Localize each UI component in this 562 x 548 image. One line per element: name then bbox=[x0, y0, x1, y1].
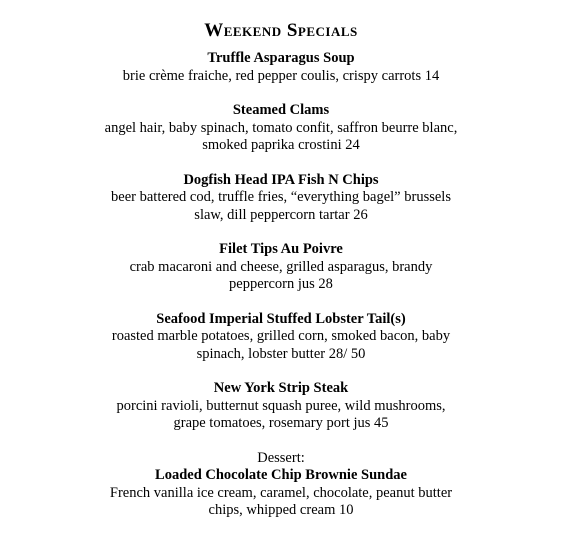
menu-item-desc: French vanilla ice cream, caramel, chocolate, peanut butter bbox=[109, 484, 453, 501]
menu-item-truffle-asparagus-soup bbox=[0, 50, 562, 85]
menu-item-name: Filet Tips Au Poivre bbox=[219, 241, 343, 257]
menu-item-desc: beer battered cod, truffle fries, “everything bagel” brussels bbox=[111, 189, 451, 205]
menu-item-strip-steak bbox=[0, 380, 562, 433]
menu-item-name: Seafood Imperial Stuffed Lobster Tail(s) bbox=[156, 310, 406, 327]
menu-item-desc: slaw, dill peppercorn tartar 26 bbox=[194, 206, 368, 223]
menu-item-desc: spinach, lobster butter 28/ 50 bbox=[196, 345, 366, 362]
menu-item-filet-tips bbox=[0, 241, 562, 294]
menu-item-desc: smoked paprika crostini 24 bbox=[202, 137, 360, 153]
menu-item-fish-n-chips bbox=[0, 172, 562, 225]
menu-item-dessert bbox=[0, 450, 562, 520]
menu-item-steamed-clams bbox=[0, 102, 562, 155]
menu-title: Weekend Specials bbox=[204, 20, 358, 41]
menu-item-name: Dogfish Head IPA Fish N Chips bbox=[183, 171, 379, 188]
menu-item-name: Truffle Asparagus Soup bbox=[207, 50, 355, 66]
menu-item-desc: grape tomatoes, rosemary port jus 45 bbox=[173, 415, 389, 431]
menu-item-desc: porcini ravioli, butternut squash puree, wild mushrooms, bbox=[116, 397, 446, 414]
menu-item-desc: roasted marble potatoes, grilled corn, smoked bacon, baby bbox=[111, 328, 451, 344]
menu-item-name: New York Strip Steak bbox=[213, 380, 349, 396]
menu-item-lobster-tail bbox=[0, 311, 562, 364]
dessert-label: Dessert: bbox=[257, 449, 305, 466]
menu-item-desc: chips, whipped cream 10 bbox=[208, 502, 354, 518]
menu-item-desc: crab macaroni and cheese, grilled asparagus, brandy bbox=[129, 258, 433, 275]
menu-item-desc: brie crème fraiche, red pepper coulis, crispy carrots 14 bbox=[122, 67, 440, 84]
menu-item-desc: peppercorn jus 28 bbox=[229, 276, 333, 292]
menu-item-name: Steamed Clams bbox=[232, 102, 330, 118]
menu-item-name: Loaded Chocolate Chip Brownie Sundae bbox=[155, 467, 407, 483]
menu-item-desc: angel hair, baby spinach, tomato confit, saffron beurre blanc, bbox=[104, 119, 458, 136]
